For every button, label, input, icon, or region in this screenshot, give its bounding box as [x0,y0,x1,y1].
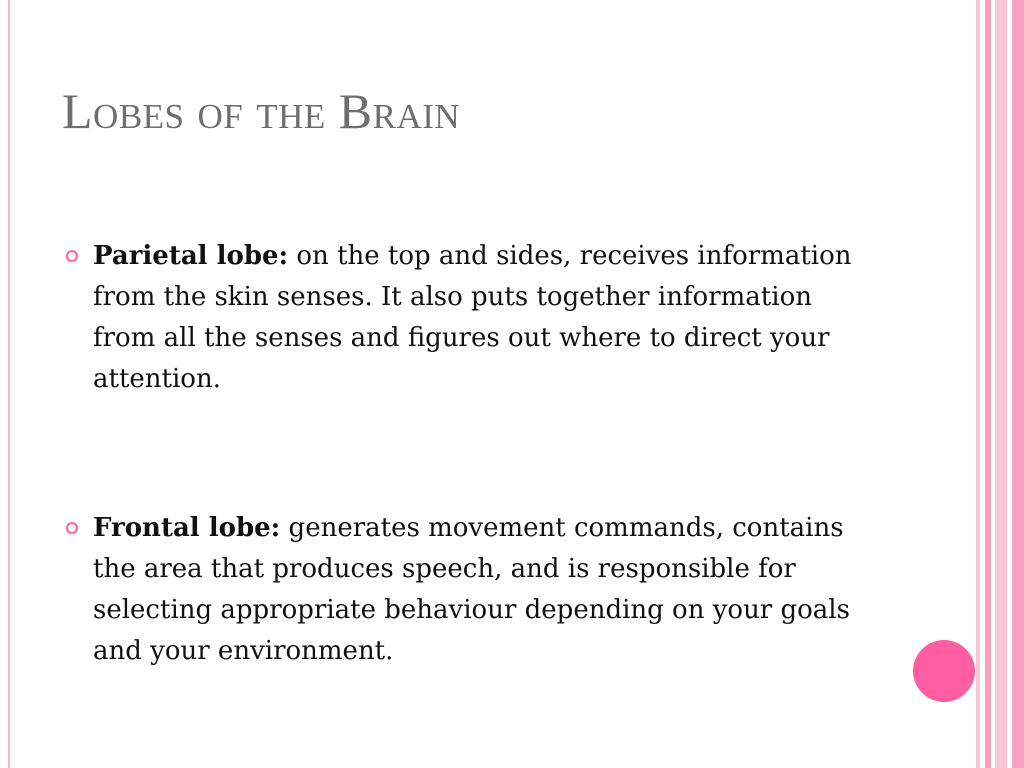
decorative-circle-icon [913,640,975,702]
bullet-term: Parietal lobe: [93,241,289,271]
bullet-item-frontal [66,508,866,672]
bullet-item-parietal [66,236,866,400]
bullet-description: generates movement commands, contains the area that produces speech, and is responsible for selecting appropriate behaviour depending on your goals and your environment. [93,513,850,666]
bullet-text [93,236,866,400]
slide-title: Lobes of the Brain [62,83,461,139]
bullet-text [93,508,866,672]
bullet-term: Frontal lobe: [93,513,281,543]
left-border-line [8,0,10,768]
right-stripe-1 [976,0,980,768]
bullet-circle-icon [66,522,78,534]
bullet-description: on the top and sides, receives information from the skin senses. It also puts together information from all the senses and figures out where to direct your attention. [93,241,852,394]
right-stripe-3 [995,0,1007,768]
right-stripe-4 [1012,0,1024,768]
right-stripe-2 [985,0,991,768]
bullet-circle-icon [66,250,78,262]
